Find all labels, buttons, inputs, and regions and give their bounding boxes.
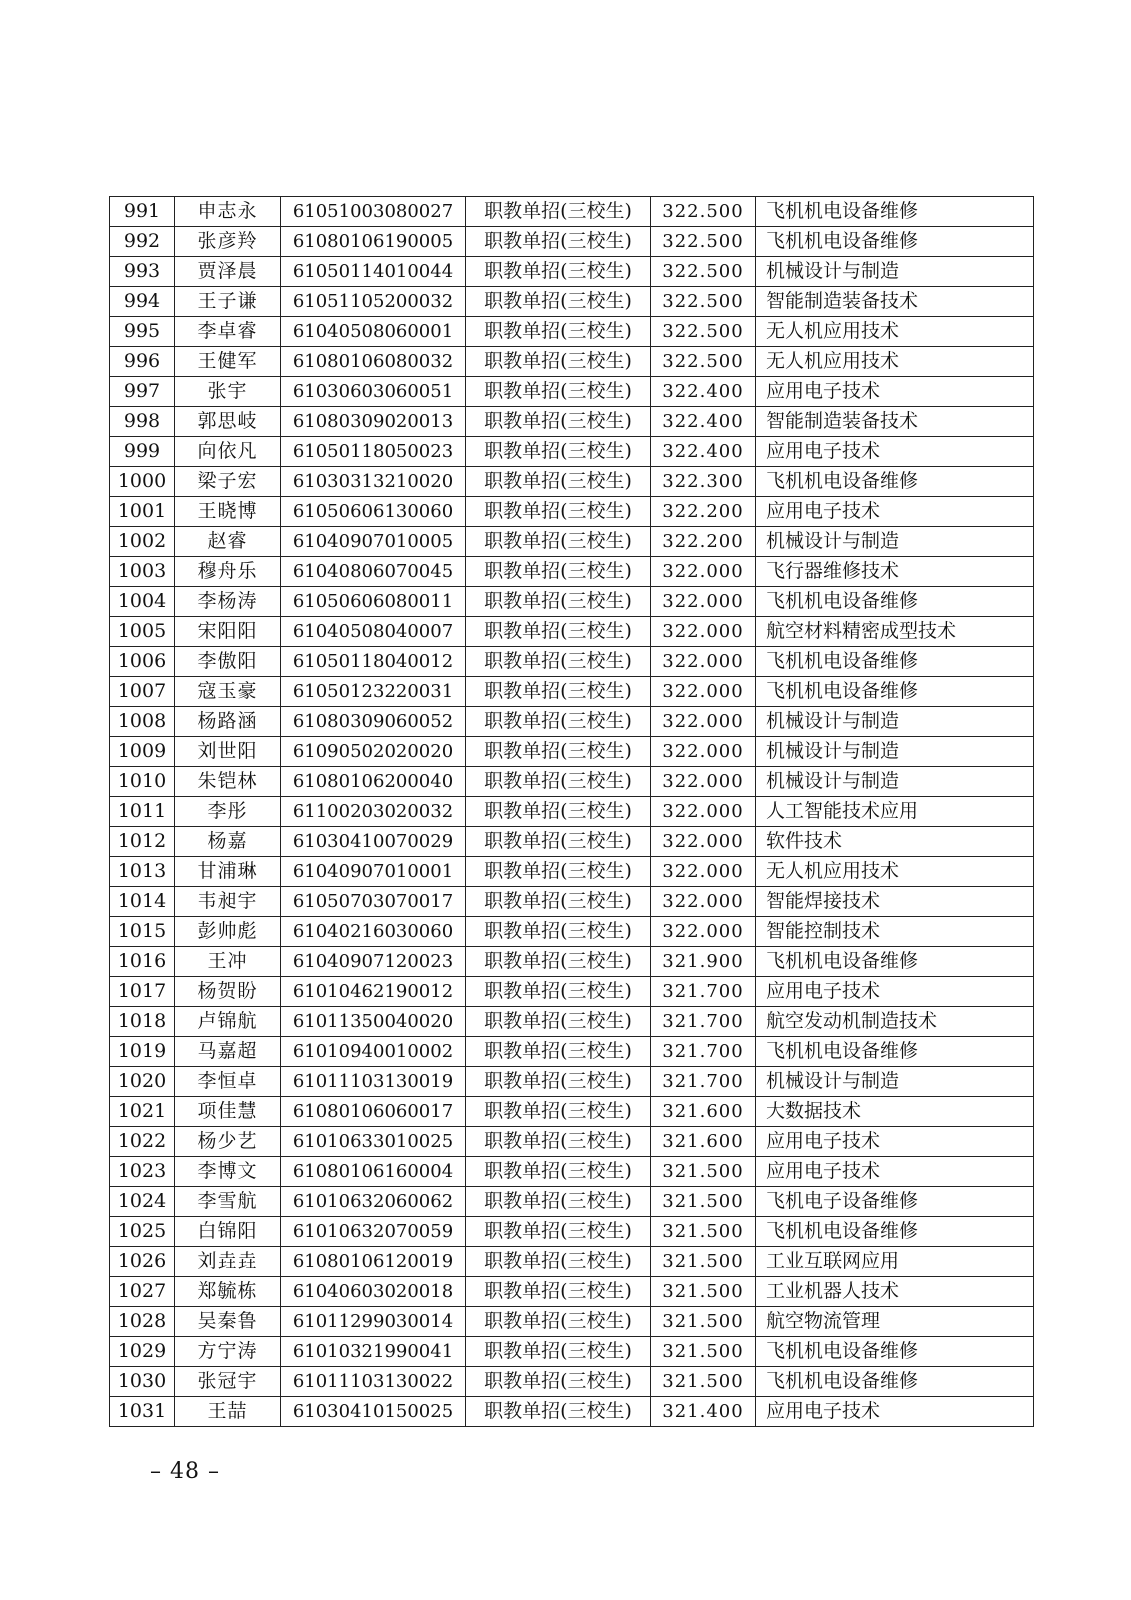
cell-score: 321.500 (651, 1277, 756, 1307)
cell-major: 应用电子技术 (756, 377, 1034, 407)
table-row (110, 767, 1034, 797)
cell-major: 人工智能技术应用 (756, 797, 1034, 827)
cell-name: 郑毓栋 (175, 1277, 281, 1307)
cell-exam-id: 61080106200040 (281, 767, 466, 797)
cell-score: 321.500 (651, 1187, 756, 1217)
cell-score: 322.300 (651, 467, 756, 497)
cell-score: 321.500 (651, 1157, 756, 1187)
cell-exam-id: 61040508040007 (281, 617, 466, 647)
cell-exam-id: 61051003080027 (281, 197, 466, 227)
table-row (110, 677, 1034, 707)
cell-major: 智能制造装备技术 (756, 287, 1034, 317)
cell-exam-id: 61050606130060 (281, 497, 466, 527)
cell-name: 杨贺盼 (175, 977, 281, 1007)
cell-major: 应用电子技术 (756, 1127, 1034, 1157)
cell-major: 软件技术 (756, 827, 1034, 857)
table-row (110, 197, 1034, 227)
cell-major: 飞机机电设备维修 (756, 947, 1034, 977)
cell-score: 322.000 (651, 797, 756, 827)
cell-major: 飞机机电设备维修 (756, 227, 1034, 257)
cell-name: 王子谦 (175, 287, 281, 317)
cell-score: 322.400 (651, 437, 756, 467)
cell-exam-id: 61050114010044 (281, 257, 466, 287)
table-row (110, 407, 1034, 437)
cell-rank: 1009 (110, 737, 175, 767)
table-row (110, 1367, 1034, 1397)
cell-admission-type: 职教单招(三校生) (466, 1277, 651, 1307)
cell-exam-id: 61050123220031 (281, 677, 466, 707)
cell-rank: 1026 (110, 1247, 175, 1277)
cell-exam-id: 61100203020032 (281, 797, 466, 827)
cell-major: 航空物流管理 (756, 1307, 1034, 1337)
cell-major: 应用电子技术 (756, 437, 1034, 467)
cell-major: 飞机机电设备维修 (756, 587, 1034, 617)
table-row (110, 287, 1034, 317)
cell-name: 甘浦琳 (175, 857, 281, 887)
table-row (110, 1397, 1034, 1427)
cell-admission-type: 职教单招(三校生) (466, 677, 651, 707)
cell-admission-type: 职教单招(三校生) (466, 1397, 651, 1427)
cell-name: 穆舟乐 (175, 557, 281, 587)
cell-score: 321.600 (651, 1127, 756, 1157)
cell-exam-id: 61080106120019 (281, 1247, 466, 1277)
cell-major: 飞机机电设备维修 (756, 197, 1034, 227)
cell-exam-id: 61010940010002 (281, 1037, 466, 1067)
cell-rank: 1006 (110, 647, 175, 677)
cell-admission-type: 职教单招(三校生) (466, 827, 651, 857)
cell-name: 王晓博 (175, 497, 281, 527)
table-row (110, 947, 1034, 977)
cell-major: 飞机机电设备维修 (756, 1217, 1034, 1247)
cell-score: 322.000 (651, 917, 756, 947)
table-row (110, 497, 1034, 527)
table-row (110, 977, 1034, 1007)
cell-admission-type: 职教单招(三校生) (466, 1067, 651, 1097)
cell-admission-type: 职教单招(三校生) (466, 497, 651, 527)
cell-exam-id: 61040806070045 (281, 557, 466, 587)
cell-exam-id: 61080106060017 (281, 1097, 466, 1127)
cell-major: 智能焊接技术 (756, 887, 1034, 917)
cell-rank: 1020 (110, 1067, 175, 1097)
cell-exam-id: 61030410070029 (281, 827, 466, 857)
cell-admission-type: 职教单招(三校生) (466, 1037, 651, 1067)
cell-score: 322.000 (651, 737, 756, 767)
cell-major: 机械设计与制造 (756, 737, 1034, 767)
cell-admission-type: 职教单招(三校生) (466, 737, 651, 767)
cell-rank: 1013 (110, 857, 175, 887)
cell-rank: 1015 (110, 917, 175, 947)
cell-rank: 993 (110, 257, 175, 287)
cell-rank: 1024 (110, 1187, 175, 1217)
cell-major: 无人机应用技术 (756, 317, 1034, 347)
cell-name: 申志永 (175, 197, 281, 227)
cell-score: 322.200 (651, 497, 756, 527)
cell-admission-type: 职教单招(三校生) (466, 1337, 651, 1367)
cell-major: 智能制造装备技术 (756, 407, 1034, 437)
cell-major: 机械设计与制造 (756, 257, 1034, 287)
cell-major: 航空发动机制造技术 (756, 1007, 1034, 1037)
table-row (110, 617, 1034, 647)
cell-rank: 991 (110, 197, 175, 227)
cell-score: 321.600 (651, 1097, 756, 1127)
cell-name: 李博文 (175, 1157, 281, 1187)
cell-exam-id: 61080106160004 (281, 1157, 466, 1187)
cell-major: 工业机器人技术 (756, 1277, 1034, 1307)
cell-score: 321.500 (651, 1217, 756, 1247)
cell-major: 飞机机电设备维修 (756, 1037, 1034, 1067)
cell-rank: 1029 (110, 1337, 175, 1367)
cell-rank: 1018 (110, 1007, 175, 1037)
cell-admission-type: 职教单招(三校生) (466, 257, 651, 287)
cell-major: 应用电子技术 (756, 1157, 1034, 1187)
table-row (110, 707, 1034, 737)
cell-exam-id: 61050118050023 (281, 437, 466, 467)
cell-score: 321.700 (651, 1067, 756, 1097)
cell-name: 方宁涛 (175, 1337, 281, 1367)
cell-admission-type: 职教单招(三校生) (466, 407, 651, 437)
cell-major: 飞机机电设备维修 (756, 677, 1034, 707)
cell-name: 王喆 (175, 1397, 281, 1427)
cell-score: 322.500 (651, 317, 756, 347)
cell-admission-type: 职教单招(三校生) (466, 797, 651, 827)
cell-rank: 1025 (110, 1217, 175, 1247)
cell-rank: 997 (110, 377, 175, 407)
cell-admission-type: 职教单招(三校生) (466, 1187, 651, 1217)
cell-name: 杨路涵 (175, 707, 281, 737)
cell-admission-type: 职教单招(三校生) (466, 1007, 651, 1037)
cell-exam-id: 61080106080032 (281, 347, 466, 377)
cell-name: 卢锦航 (175, 1007, 281, 1037)
cell-major: 应用电子技术 (756, 1397, 1034, 1427)
cell-name: 郭思岐 (175, 407, 281, 437)
cell-exam-id: 61010462190012 (281, 977, 466, 1007)
cell-admission-type: 职教单招(三校生) (466, 1097, 651, 1127)
cell-rank: 996 (110, 347, 175, 377)
table-row (110, 857, 1034, 887)
cell-exam-id: 61040907120023 (281, 947, 466, 977)
cell-major: 无人机应用技术 (756, 347, 1034, 377)
cell-admission-type: 职教单招(三校生) (466, 1157, 651, 1187)
table-row (110, 1307, 1034, 1337)
cell-rank: 998 (110, 407, 175, 437)
table-row (110, 797, 1034, 827)
cell-admission-type: 职教单招(三校生) (466, 467, 651, 497)
cell-admission-type: 职教单招(三校生) (466, 527, 651, 557)
cell-name: 吴秦鲁 (175, 1307, 281, 1337)
table-body (110, 197, 1034, 1427)
cell-score: 322.000 (651, 647, 756, 677)
cell-rank: 1027 (110, 1277, 175, 1307)
cell-exam-id: 61011299030014 (281, 1307, 466, 1337)
cell-major: 应用电子技术 (756, 977, 1034, 1007)
cell-rank: 1001 (110, 497, 175, 527)
cell-score: 322.400 (651, 377, 756, 407)
cell-score: 321.400 (651, 1397, 756, 1427)
cell-rank: 1008 (110, 707, 175, 737)
table-row (110, 527, 1034, 557)
cell-exam-id: 61080309020013 (281, 407, 466, 437)
cell-name: 杨嘉 (175, 827, 281, 857)
cell-major: 大数据技术 (756, 1097, 1034, 1127)
cell-rank: 1030 (110, 1367, 175, 1397)
cell-name: 朱铠林 (175, 767, 281, 797)
cell-admission-type: 职教单招(三校生) (466, 857, 651, 887)
cell-exam-id: 61051105200032 (281, 287, 466, 317)
cell-admission-type: 职教单招(三校生) (466, 287, 651, 317)
cell-major: 飞机机电设备维修 (756, 1367, 1034, 1397)
cell-exam-id: 61080309060052 (281, 707, 466, 737)
table-row (110, 1277, 1034, 1307)
cell-name: 彭帅彪 (175, 917, 281, 947)
cell-name: 李恒卓 (175, 1067, 281, 1097)
cell-exam-id: 61080106190005 (281, 227, 466, 257)
cell-exam-id: 61040907010005 (281, 527, 466, 557)
cell-name: 李傲阳 (175, 647, 281, 677)
cell-rank: 999 (110, 437, 175, 467)
table-row (110, 1157, 1034, 1187)
cell-admission-type: 职教单招(三校生) (466, 317, 651, 347)
cell-rank: 1021 (110, 1097, 175, 1127)
cell-rank: 1028 (110, 1307, 175, 1337)
cell-exam-id: 61010321990041 (281, 1337, 466, 1367)
cell-admission-type: 职教单招(三校生) (466, 707, 651, 737)
cell-name: 李卓睿 (175, 317, 281, 347)
table-row (110, 437, 1034, 467)
table-row (110, 317, 1034, 347)
cell-exam-id: 61030313210020 (281, 467, 466, 497)
cell-major: 无人机应用技术 (756, 857, 1034, 887)
cell-admission-type: 职教单招(三校生) (466, 887, 651, 917)
cell-major: 飞机机电设备维修 (756, 467, 1034, 497)
cell-rank: 1017 (110, 977, 175, 1007)
table-row (110, 1127, 1034, 1157)
cell-rank: 1019 (110, 1037, 175, 1067)
table-row (110, 227, 1034, 257)
cell-admission-type: 职教单招(三校生) (466, 917, 651, 947)
cell-score: 322.500 (651, 347, 756, 377)
cell-major: 飞行器维修技术 (756, 557, 1034, 587)
cell-name: 杨少艺 (175, 1127, 281, 1157)
cell-name: 李彤 (175, 797, 281, 827)
cell-name: 赵睿 (175, 527, 281, 557)
cell-exam-id: 61050606080011 (281, 587, 466, 617)
table-row (110, 1187, 1034, 1217)
cell-exam-id: 61011103130019 (281, 1067, 466, 1097)
cell-score: 321.900 (651, 947, 756, 977)
cell-score: 322.400 (651, 407, 756, 437)
cell-exam-id: 61040216030060 (281, 917, 466, 947)
cell-score: 322.000 (651, 857, 756, 887)
cell-admission-type: 职教单招(三校生) (466, 1217, 651, 1247)
cell-score: 321.500 (651, 1337, 756, 1367)
table-row (110, 557, 1034, 587)
table-row (110, 887, 1034, 917)
cell-admission-type: 职教单招(三校生) (466, 977, 651, 1007)
cell-admission-type: 职教单招(三校生) (466, 377, 651, 407)
cell-name: 梁子宏 (175, 467, 281, 497)
cell-name: 马嘉超 (175, 1037, 281, 1067)
cell-score: 322.000 (651, 707, 756, 737)
cell-admission-type: 职教单招(三校生) (466, 767, 651, 797)
cell-name: 张宇 (175, 377, 281, 407)
cell-score: 322.500 (651, 197, 756, 227)
cell-exam-id: 61011350040020 (281, 1007, 466, 1037)
cell-score: 321.500 (651, 1247, 756, 1277)
cell-admission-type: 职教单招(三校生) (466, 557, 651, 587)
cell-name: 向依凡 (175, 437, 281, 467)
table-row (110, 1337, 1034, 1367)
cell-score: 322.500 (651, 257, 756, 287)
cell-score: 322.200 (651, 527, 756, 557)
cell-rank: 1002 (110, 527, 175, 557)
cell-score: 322.500 (651, 287, 756, 317)
cell-major: 工业互联网应用 (756, 1247, 1034, 1277)
cell-score: 321.500 (651, 1367, 756, 1397)
cell-name: 张冠宇 (175, 1367, 281, 1397)
cell-name: 白锦阳 (175, 1217, 281, 1247)
table-row (110, 587, 1034, 617)
cell-rank: 1004 (110, 587, 175, 617)
cell-score: 322.000 (651, 587, 756, 617)
cell-name: 王冲 (175, 947, 281, 977)
cell-name: 刘世阳 (175, 737, 281, 767)
cell-score: 322.000 (651, 677, 756, 707)
cell-score: 321.700 (651, 1007, 756, 1037)
cell-exam-id: 61010632070059 (281, 1217, 466, 1247)
cell-exam-id: 61090502020020 (281, 737, 466, 767)
table-row (110, 647, 1034, 677)
cell-score: 322.500 (651, 227, 756, 257)
cell-rank: 1022 (110, 1127, 175, 1157)
table-row (110, 347, 1034, 377)
cell-major: 航空材料精密成型技术 (756, 617, 1034, 647)
table-row (110, 377, 1034, 407)
cell-major: 应用电子技术 (756, 497, 1034, 527)
cell-exam-id: 61030410150025 (281, 1397, 466, 1427)
cell-exam-id: 61040907010001 (281, 857, 466, 887)
cell-rank: 1023 (110, 1157, 175, 1187)
cell-score: 322.000 (651, 827, 756, 857)
table-row (110, 1067, 1034, 1097)
cell-admission-type: 职教单招(三校生) (466, 947, 651, 977)
cell-admission-type: 职教单招(三校生) (466, 437, 651, 467)
cell-rank: 995 (110, 317, 175, 347)
cell-rank: 994 (110, 287, 175, 317)
cell-rank: 1011 (110, 797, 175, 827)
cell-admission-type: 职教单招(三校生) (466, 227, 651, 257)
cell-rank: 1010 (110, 767, 175, 797)
cell-major: 飞机电子设备维修 (756, 1187, 1034, 1217)
admission-list-table (109, 196, 1034, 1427)
cell-name: 贾泽晨 (175, 257, 281, 287)
table-row (110, 1037, 1034, 1067)
cell-exam-id: 61050118040012 (281, 647, 466, 677)
table-row (110, 1097, 1034, 1127)
cell-score: 322.000 (651, 557, 756, 587)
cell-major: 机械设计与制造 (756, 1067, 1034, 1097)
cell-name: 李杨涛 (175, 587, 281, 617)
table-row (110, 917, 1034, 947)
cell-score: 321.500 (651, 1307, 756, 1337)
cell-admission-type: 职教单招(三校生) (466, 617, 651, 647)
cell-rank: 992 (110, 227, 175, 257)
cell-major: 智能控制技术 (756, 917, 1034, 947)
cell-major: 飞机机电设备维修 (756, 647, 1034, 677)
cell-exam-id: 61010633010025 (281, 1127, 466, 1157)
table-row (110, 827, 1034, 857)
cell-name: 李雪航 (175, 1187, 281, 1217)
cell-major: 机械设计与制造 (756, 527, 1034, 557)
cell-admission-type: 职教单招(三校生) (466, 347, 651, 377)
cell-name: 项佳慧 (175, 1097, 281, 1127)
table-row (110, 737, 1034, 767)
table-row (110, 1217, 1034, 1247)
cell-major: 机械设计与制造 (756, 767, 1034, 797)
cell-name: 寇玉豪 (175, 677, 281, 707)
cell-admission-type: 职教单招(三校生) (466, 647, 651, 677)
cell-rank: 1012 (110, 827, 175, 857)
cell-exam-id: 61050703070017 (281, 887, 466, 917)
cell-rank: 1016 (110, 947, 175, 977)
table-row (110, 467, 1034, 497)
cell-admission-type: 职教单招(三校生) (466, 587, 651, 617)
cell-admission-type: 职教单招(三校生) (466, 1367, 651, 1397)
cell-name: 韦昶宇 (175, 887, 281, 917)
cell-score: 322.000 (651, 617, 756, 647)
cell-exam-id: 61011103130022 (281, 1367, 466, 1397)
table-row (110, 1247, 1034, 1277)
cell-score: 322.000 (651, 887, 756, 917)
cell-admission-type: 职教单招(三校生) (466, 197, 651, 227)
cell-score: 321.700 (651, 1037, 756, 1067)
cell-name: 张彦羚 (175, 227, 281, 257)
cell-exam-id: 61040603020018 (281, 1277, 466, 1307)
cell-exam-id: 61010632060062 (281, 1187, 466, 1217)
page-number: – 48 – (150, 1459, 220, 1484)
cell-rank: 1003 (110, 557, 175, 587)
cell-rank: 1000 (110, 467, 175, 497)
cell-major: 机械设计与制造 (756, 707, 1034, 737)
cell-admission-type: 职教单招(三校生) (466, 1127, 651, 1157)
cell-admission-type: 职教单招(三校生) (466, 1247, 651, 1277)
table-row (110, 257, 1034, 287)
cell-name: 宋阳阳 (175, 617, 281, 647)
cell-rank: 1031 (110, 1397, 175, 1427)
table-row (110, 1007, 1034, 1037)
cell-admission-type: 职教单招(三校生) (466, 1307, 651, 1337)
cell-name: 刘垚垚 (175, 1247, 281, 1277)
cell-score: 322.000 (651, 767, 756, 797)
cell-name: 王健军 (175, 347, 281, 377)
cell-exam-id: 61030603060051 (281, 377, 466, 407)
cell-rank: 1007 (110, 677, 175, 707)
cell-major: 飞机机电设备维修 (756, 1337, 1034, 1367)
cell-score: 321.700 (651, 977, 756, 1007)
cell-rank: 1005 (110, 617, 175, 647)
cell-exam-id: 61040508060001 (281, 317, 466, 347)
cell-rank: 1014 (110, 887, 175, 917)
